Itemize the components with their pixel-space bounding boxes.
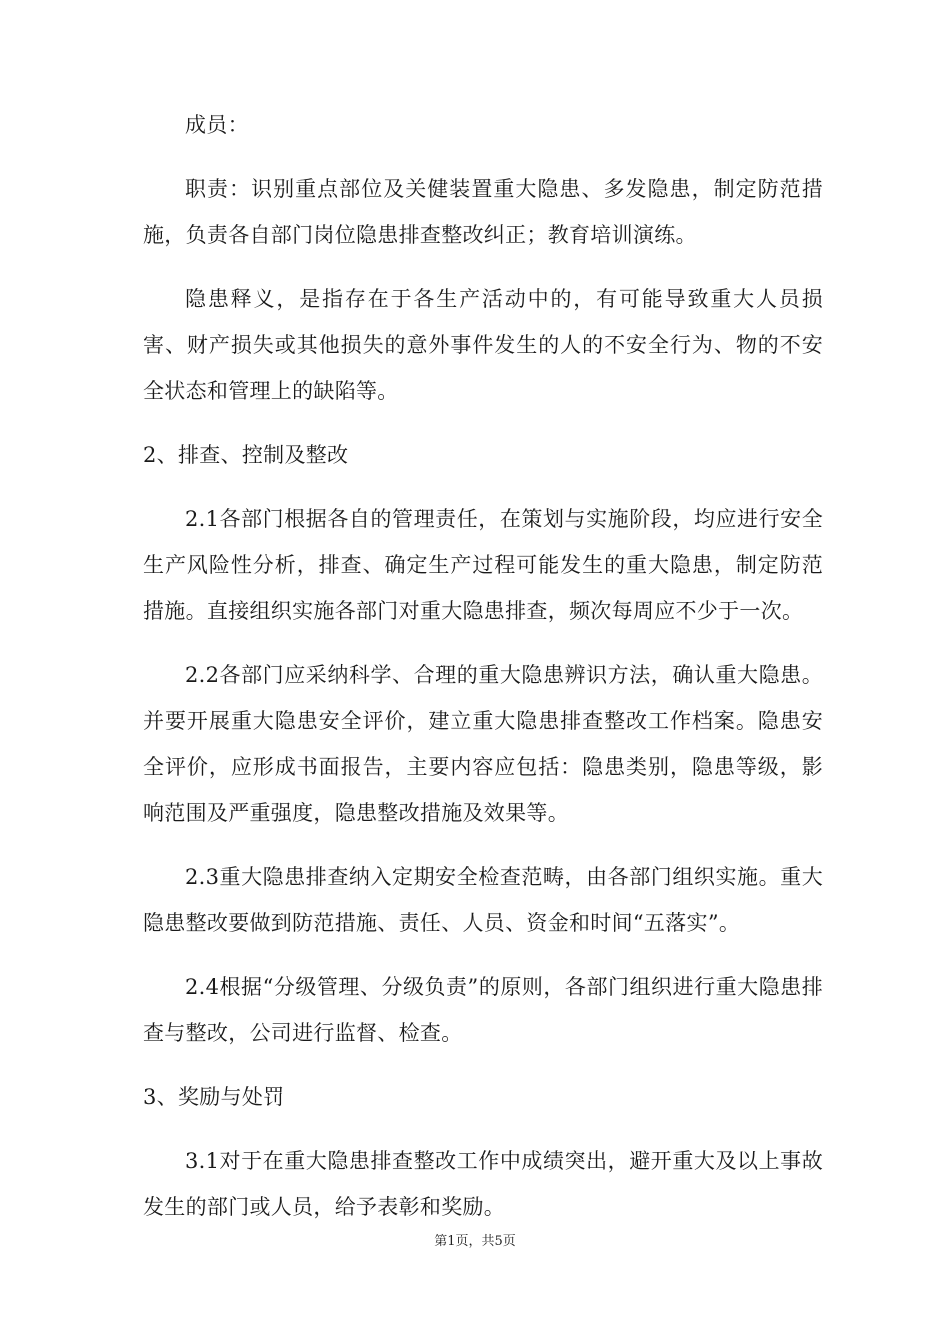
paragraph-2-4: 2.4根据“分级管理、分级负责”的原则，各部门组织进行重大隐患排查与整改，公司进行监督、检查。 xyxy=(143,975,823,1045)
section-heading-3: 3、奖励与处罚 xyxy=(143,1085,285,1109)
page-footer: 第1页，共5页 xyxy=(434,1234,516,1249)
paragraph-hazard-definition: 隐患释义，是指存在于各生产活动中的，有可能导致重大人员损害、财产损失或其他损失的意外事件发生的人的不安全行为、物的不安全状态和管理上的缺陷等。 xyxy=(143,287,823,403)
paragraph-2-1: 2.1各部门根据各自的管理责任，在策划与实施阶段，均应进行安全生产风险性分析，排查、确定生产过程可能发生的重大隐患，制定防范措施。直接组织实施各部门对重大隐患排查，频次每周应不少于一次。 xyxy=(143,507,823,623)
document-body xyxy=(143,102,823,1248)
paragraph-3-1: 3.1对于在重大隐患排查整改工作中成绩突出，避开重大及以上事故发生的部门或人员，给予表彰和奖励。 xyxy=(143,1149,823,1219)
paragraph-2-3: 2.3重大隐患排查纳入定期安全检查范畴，由各部门组织实施。重大隐患整改要做到防范措施、责任、人员、资金和时间“五落实”。 xyxy=(143,865,823,935)
paragraph-members: 成员： xyxy=(185,113,249,137)
paragraph-2-2: 2.2各部门应采纳科学、合理的重大隐患辨识方法，确认重大隐患。并要开展重大隐患安全评价，建立重大隐患排查整改工作档案。隐患安全评价，应形成书面报告，主要内容应包括：隐患类别，隐患等级，影响范围及严重强度，隐患整改措施及效果等。 xyxy=(143,663,823,825)
paragraph-duties: 职责：识别重点部位及关健装置重大隐患、多发隐患，制定防范措施，负责各自部门岗位隐患排查整改纠正；教育培训演练。 xyxy=(143,177,823,247)
section-heading-2: 2、排查、控制及整改 xyxy=(143,443,349,467)
